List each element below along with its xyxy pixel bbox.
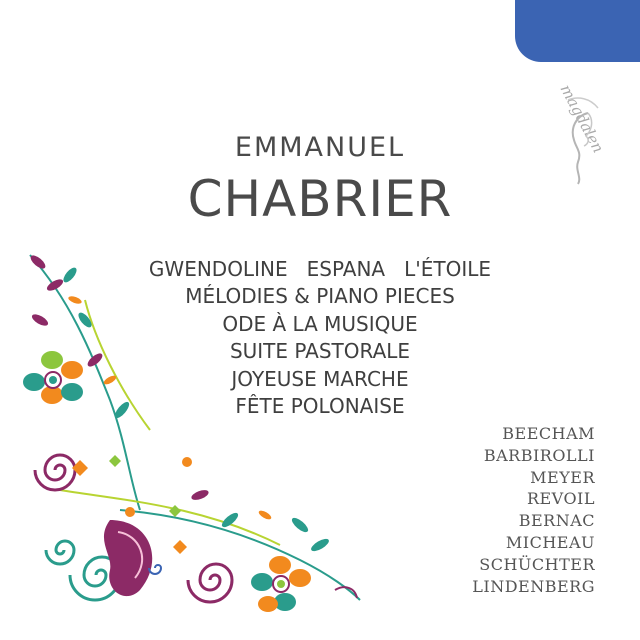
work-title: FÊTE POLONAISE [235,394,405,419]
performers-list [472,423,595,597]
work-title: GWENDOLINE ESPANA L'ÉTOILE [148,257,492,281]
performer-name: BERNAC [518,511,595,531]
flower-top [23,351,83,404]
work-title: MÉLODIES & PIANO PIECES [185,284,455,309]
performer-name: BARBIROLLI [483,445,595,465]
flower-bottom [251,556,311,612]
composer-last-name: CHABRIER [187,170,453,228]
composer-first-name: EMMANUEL [234,132,406,163]
floral-folk-ornament [0,240,380,640]
corner-color-tab [515,0,640,62]
performer-name: BEECHAM [502,424,595,443]
performer-name: REVOIL [526,489,595,509]
work-title: ODE À LA MUSIQUE [222,311,418,336]
work-title: SUITE PASTORALE [229,339,411,364]
performer-name: MEYER [530,467,595,487]
logo-text: magdalen [556,81,608,156]
performer-name: SCHÜCHTER [479,554,595,574]
performer-name: LINDENBERG [472,576,595,596]
performer-name: MICHEAU [505,532,595,552]
work-title: JOYEUSE MARCHE [231,366,409,391]
